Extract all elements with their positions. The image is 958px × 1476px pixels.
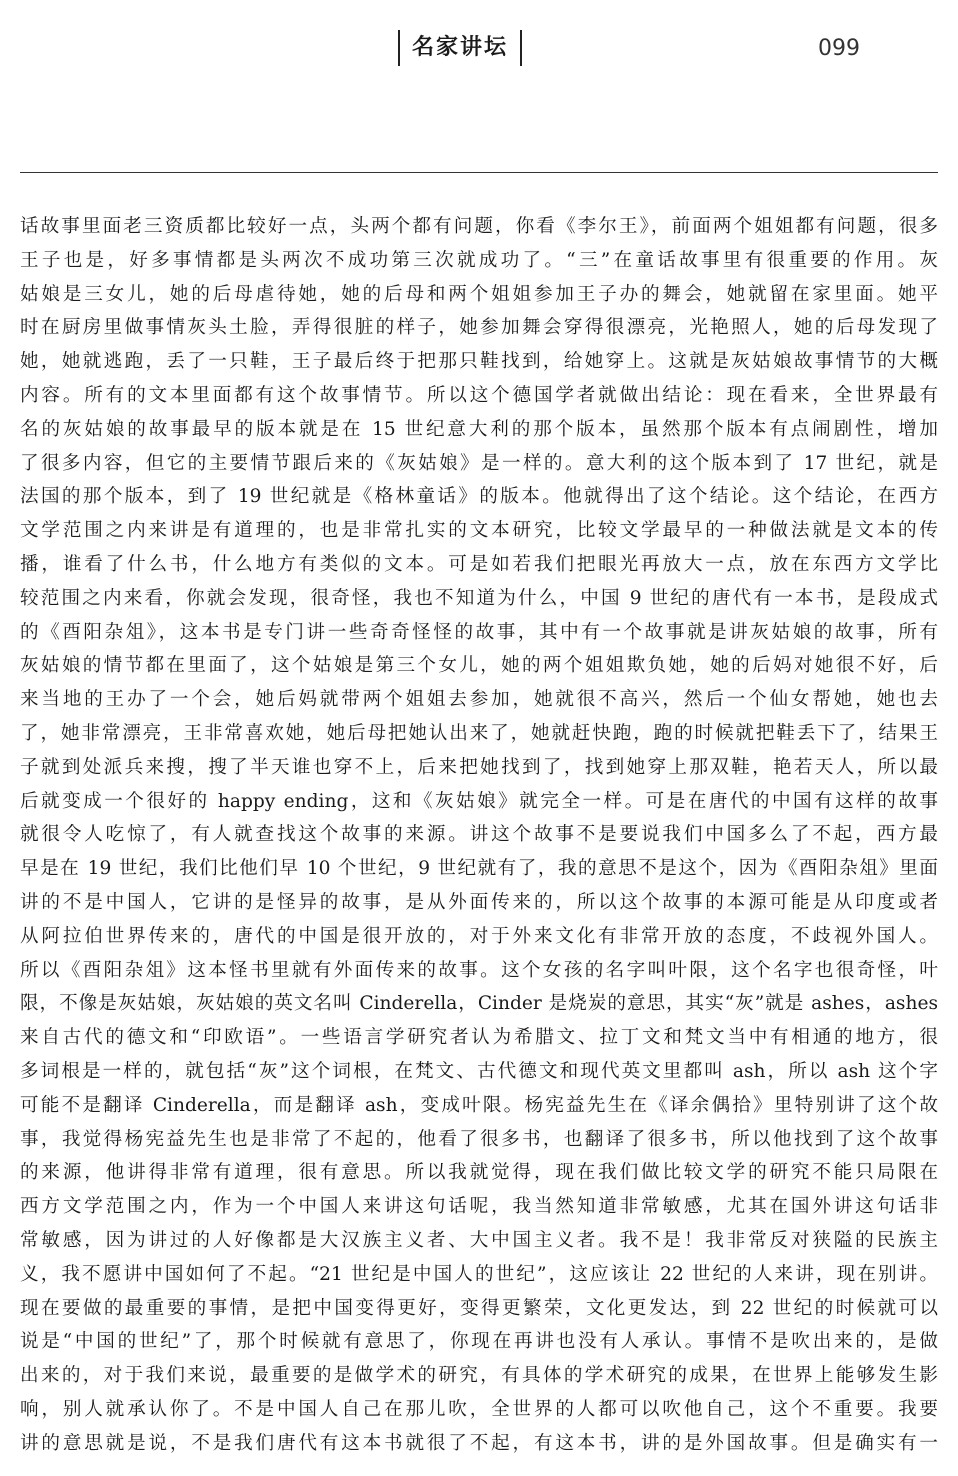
- text-line: 灰姑娘的情节都在里面了，这个姑娘是第三个女儿，她的两个姐姐欺负她，她的后妈对她很不好，后: [20, 655, 938, 677]
- text-line: 讲的意思就是说，不是我们唐代有这本书就很了不起，有这本书，讲的是外国故事。但是确实有一: [20, 1432, 938, 1454]
- text-line: 播，谁看了什么书，什么地方有类似的文本。可是如若我们把眼光再放大一点，放在东西方文学比: [20, 553, 938, 575]
- text-line: 名的灰姑娘的故事最早的版本就是在 15 世纪意大利的那个版本，虽然那个版本有点闹剧性，增加: [20, 418, 938, 440]
- text-line: 文学范围之内来讲是有道理的，也是非常扎实的文本研究，比较文学最早的一种做法就是文本的传: [20, 520, 938, 542]
- text-line: 了很多内容，但它的主要情节跟后来的《灰姑娘》是一样的。意大利的这个版本到了 17 世纪，就是: [20, 452, 938, 474]
- text-line: 的来源，他讲得非常有道理，很有意思。所以我就觉得，现在我们做比较文学的研究不能只局限在: [20, 1162, 938, 1184]
- page-header: [0, 30, 958, 70]
- text-line: 内容。所有的文本里面都有这个故事情节。所以这个德国学者就做出结论：现在看来，全世界最有: [20, 384, 938, 406]
- text-line: 较范围之内来看，你就会发现，很奇怪，我也不知道为什么，中国 9 世纪的唐代有一本书，是段成式: [20, 587, 938, 609]
- section-title: 名家讲坛: [398, 30, 522, 66]
- text-line: 王子也是，好多事情都是头两次不成功第三次就成功了。“三”在童话故事里有很重要的作用。灰: [20, 249, 938, 271]
- text-line: 早是在 19 世纪，我们比他们早 10 个世纪，9 世纪就有了，我的意思不是这个，因为《酉阳杂俎》里面: [20, 858, 938, 880]
- text-line: 事，我觉得杨宪益先生也是非常了不起的，他看了很多书，也翻译了很多书，所以他找到了这个故事: [20, 1128, 938, 1150]
- text-line: 响，别人就承认你了。不是中国人自己在那儿吹，全世界的人都可以吹他自己，这个不重要。我要: [20, 1398, 938, 1420]
- text-line: 可能不是翻译 Cinderella，而是翻译 ash，变成叶限。杨宪益先生在《译余偶拾》里特别讲了这个故: [20, 1094, 938, 1116]
- text-line: 所以《酉阳杂俎》这本怪书里就有外面传来的故事。这个女孩的名字叫叶限，这个名字也很奇怪，叶: [20, 959, 938, 981]
- text-line: 常敏感，因为讲过的人好像都是大汉族主义者、大中国主义者。我不是！我非常反对狭隘的民族主: [20, 1229, 938, 1251]
- text-line: 义，我不愿讲中国如何了不起。“21 世纪是中国人的世纪”，这应该让 22 世纪的人来讲，现在别讲。: [20, 1263, 938, 1285]
- text-line: 她，她就逃跑，丢了一只鞋，王子最后终于把那只鞋找到，给她穿上。这就是灰姑娘故事情节的大概: [20, 351, 938, 373]
- page-number: 099: [818, 36, 860, 61]
- text-line: 说是“中国的世纪”了，那个时候就有意思了，你现在再讲也没有人承认。事情不是吹出来的，是做: [20, 1331, 938, 1353]
- text-line: 的《酉阳杂俎》，这本书是专门讲一些奇奇怪怪的故事，其中有一个故事就是讲灰姑娘的故事，所有: [20, 621, 938, 643]
- text-line: 后就变成一个很好的 happy ending，这和《灰姑娘》就完全一样。可是在唐代的中国有这样的故事: [20, 790, 938, 812]
- text-line: 话故事里面老三资质都比较好一点，头两个都有问题，你看《李尔王》，前面两个姐姐都有问题，很多: [20, 216, 938, 237]
- text-line: 子就到处派兵来搜，搜了半天谁也穿不上，后来把她找到了，找到她穿上那双鞋，艳若天人，所以最: [20, 756, 938, 778]
- body-text: [20, 210, 938, 1460]
- text-line: 来自古代的德文和“印欧语”。一些语言学研究者认为希腊文、拉丁文和梵文当中有相通的地方，很: [20, 1027, 938, 1049]
- text-line: 现在要做的最重要的事情，是把中国变得更好，变得更繁荣，文化更发达，到 22 世纪的时候就可以: [20, 1297, 938, 1319]
- text-line: 法国的那个版本，到了 19 世纪就是《格林童话》的版本。他就得出了这个结论。这个结论，在西方: [20, 486, 938, 508]
- text-line: 从阿拉伯世界传来的，唐代的中国是很开放的，对于外来文化有非常开放的态度，不歧视外国人。: [20, 925, 938, 947]
- text-line: 限，不像是灰姑娘，灰姑娘的英文名叫 Cinderella，Cinder 是烧炭的意思，其实“灰”就是 ashes，ashes: [20, 993, 938, 1015]
- header-divider: [20, 172, 938, 173]
- text-line: 西方文学范围之内，作为一个中国人来讲这句话呢，我当然知道非常敏感，尤其在国外讲这句话非: [20, 1196, 938, 1218]
- text-line: 就很令人吃惊了，有人就查找这个故事的来源。讲这个故事不是要说我们中国多么了不起，西方最: [20, 824, 938, 846]
- text-line: 来当地的王办了一个会，她后妈就带两个姐姐去参加，她就很不高兴，然后一个仙女帮她，她也去: [20, 689, 938, 711]
- text-line: 姑娘是三女儿，她的后母虐待她，她的后母和两个姐姐参加王子办的舞会，她就留在家里面。她平: [20, 283, 938, 305]
- text-line: 时在厨房里做事情灰头土脸，弄得很脏的样子，她参加舞会穿得很漂亮，光艳照人，她的后母发现了: [20, 317, 938, 339]
- text-line: 多词根是一样的，就包括“灰”这个词根，在梵文、古代德文和现代英文里都叫 ash，所以 ash 这个字: [20, 1060, 938, 1082]
- text-line: 出来的，对于我们来说，最重要的是做学术的研究，有具体的学术研究的成果，在世界上能够发生影: [20, 1365, 938, 1387]
- text-line: 讲的不是中国人，它讲的是怪异的故事，是从外面传来的，所以这个故事的本源可能是从印度或者: [20, 891, 938, 913]
- text-line: 了，她非常漂亮，王非常喜欢她，她后母把她认出来了，她就赶快跑，跑的时候就把鞋丢下了，结果王: [20, 722, 938, 744]
